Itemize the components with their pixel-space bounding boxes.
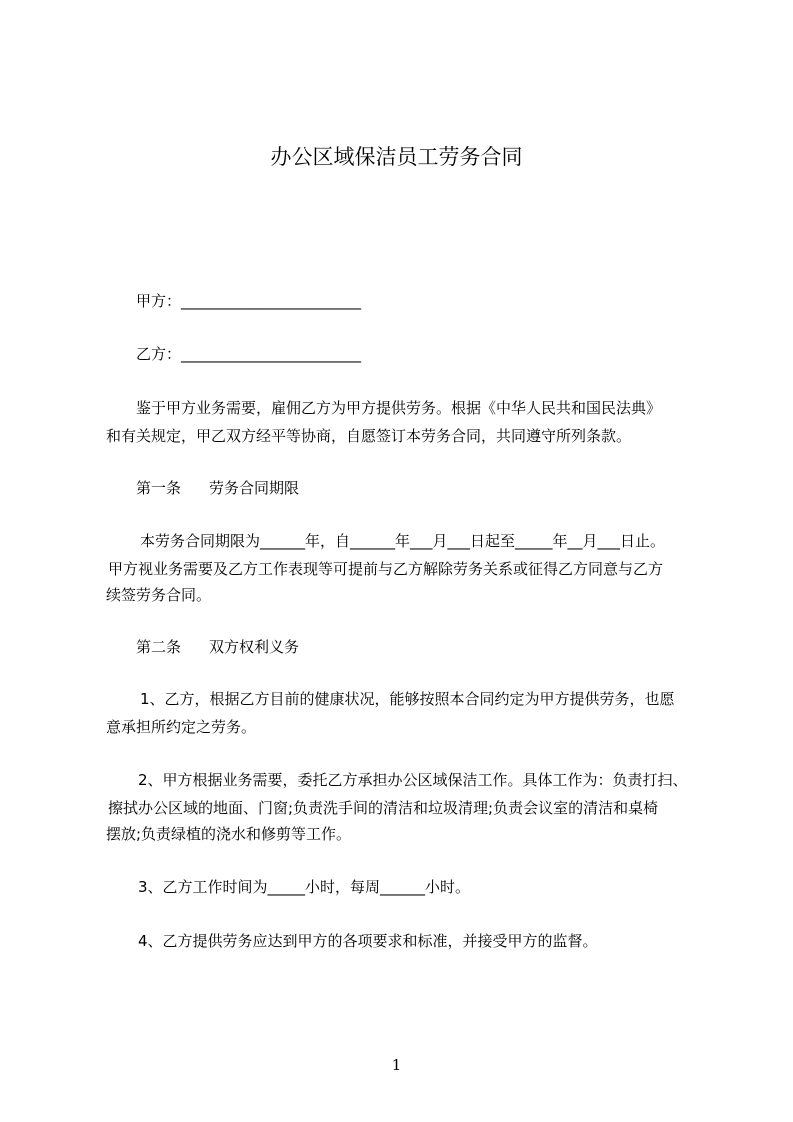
article-2-title: 双方权利义务	[209, 638, 300, 656]
article-1-number: 第一条	[136, 479, 182, 497]
party-a-field: 甲方：________________________	[136, 292, 362, 310]
article-2-heading	[136, 637, 299, 657]
article-2-item-1-line-1: 1、乙方，根据乙方目前的健康状况，能够按照本合同约定为甲方提供劳务，也愿	[140, 690, 675, 708]
article-1-title: 劳务合同期限	[209, 479, 300, 497]
document-title: 办公区域保洁员工劳务合同	[270, 145, 523, 169]
article-1-line-2: 甲方视业务需要及乙方工作表现等可提前与乙方解除劳务关系或征得乙方同意与乙方	[108, 560, 664, 578]
article-2-item-2-line-2: 擦拭办公区域的地面、门窗;负责洗手间的清洁和垃圾清理;负责会议室的清洁和桌椅	[108, 799, 659, 817]
article-1-line-1: 本劳务合同期限为______年，自______年___月___日起至_____年__月___日止。	[140, 532, 666, 550]
article-2-item-4: 4、乙方提供劳务应达到甲方的各项要求和标准，并接受甲方的监督。	[138, 932, 598, 950]
article-2-item-2-line-3: 摆放;负责绿植的浇水和修剪等工作。	[106, 825, 352, 843]
article-2-item-1-line-2: 意承担所约定之劳务。	[106, 718, 257, 736]
article-1-heading	[136, 478, 299, 498]
article-2-item-3: 3、乙方工作时间为_____小时，每周______小时。	[138, 878, 471, 896]
article-2-number: 第二条	[136, 638, 182, 656]
article-2-item-2-line-1: 2、甲方根据业务需要，委托乙方承担办公区域保洁工作。具体工作为：负责打扫、	[138, 771, 688, 789]
preamble-line-2: 和有关规定，甲乙双方经平等协商，自愿签订本劳务合同，共同遵守所列条款。	[106, 427, 632, 445]
party-b-field: 乙方：________________________	[136, 345, 362, 363]
page-number: 1	[391, 1056, 402, 1074]
preamble-line-1: 鉴于甲方业务需要，雇佣乙方为甲方提供劳务。根据《中华人民共和国民法典》	[136, 399, 662, 417]
article-1-line-3: 续签劳务合同。	[106, 586, 212, 604]
